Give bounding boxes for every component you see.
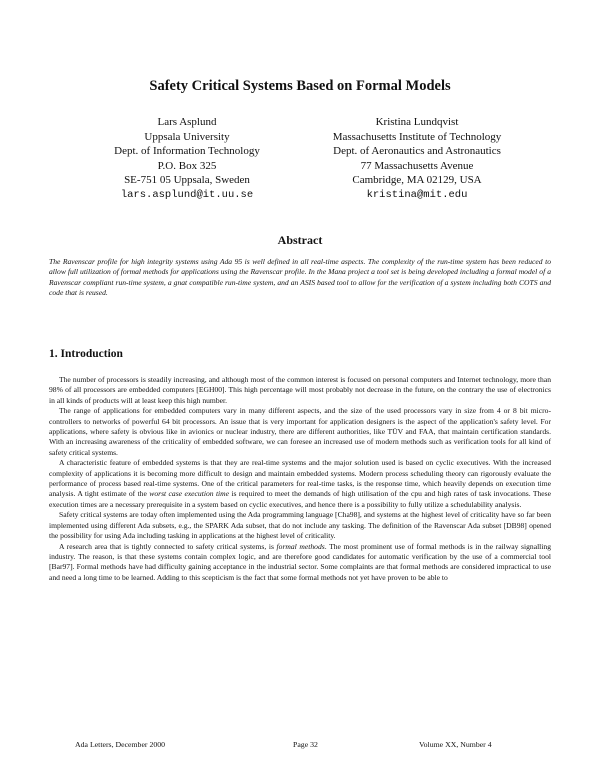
author-affiliation: Uppsala University [144,130,230,143]
section-heading-introduction: 1. Introduction [49,348,123,360]
author-department: Dept. of Information Technology [114,145,260,157]
author-name: Lars Asplund [157,116,217,128]
author-address-line-2: SE-751 05 Uppsala, Sweden [124,174,250,186]
footer-journal: Ada Letters, December 2000 [75,740,166,749]
introduction-body [49,375,551,583]
abstract-heading: Abstract [277,233,323,247]
paragraph: A research area that is tightly connected to safety critical systems, is formal methods. The most prominent use of formal methods is in the railway signalling industry. The reason, is that these systems contain complex logic, and are therefore good candidates for automatic verification by the use of a commercial tool [Bar97]. Formal methods have had difficulty gaining acceptance in the industrial sector. Some complaints are that formal methods are considered impractical to use and need a long time to be learned. Adding to this scepticism is the fact that some formal methods not yet have proven to be able to [49,541,551,582]
author-department: Dept. of Aeronautics and Astronautics [333,145,501,157]
paragraph: The range of applications for embedded computers vary in many different aspects, and the size of the used processors vary in size from 4 or 8 bit micro-controllers to networks of powerful 64 bit processors. An issue that is very important for application designers is the aspect of the application's safety level. For applications, where safety is obvious like in avionics or nuclear industry, there are different authorities, like TÜV and FAA, that maintain certification standards. With an increasing awareness of the criticality of embedded software, we can foresee an increased use of modern methods such as verification tools for all kind of safety critical systems. [49,406,551,457]
author-address-line-1: 77 Massachusetts Avenue [360,159,474,172]
author-email: kristina@mit.edu [366,188,468,201]
author-affiliation: Massachusetts Institute of Technology [332,130,502,143]
paragraph: A characteristic feature of embedded systems is that they are real-time systems and the major solution used is based on cyclic executives. With the increased complexity of applications it is becoming more difficult to design and maintain embedded systems. Modern process scheduling theory can rigorously evaluate the performance of process based real-time systems. One of the critical parameters for real-time tasks, is the response time, which heavily depends on execution time analysis. A tight estimate of the worst case execution time is required to meet the demands of high utilisation of the cpu and high rates of task invocations. These execution times are a necessary prerequisite in a system based on cyclic executives, and hence there is a possibility to fully utilize a schedulability analysis. [49,458,551,509]
paper-title: Safety Critical Systems Based on Formal Models [149,78,451,94]
footer-page-number: Page 32 [293,740,318,749]
author-block-2 [282,115,552,202]
author-name: Kristina Lundqvist [375,116,459,128]
paragraph: Safety critical systems are today often implemented using the Ada programming language [Cha98], and systems at the highest level of criticality have so far been implemented using different Ada subsets, e.g., the SPARK Ada subset, that do not include any tasking. The definition of the Ravenscar Ada subset [DB98] opened the possibility for using Ada including tasking in applications at the highest level of criticality. [49,510,551,541]
author-address-line-1: P.O. Box 325 [157,159,217,172]
author-email: lars.asplund@it.uu.se [120,188,254,201]
paragraph: The number of processors is steadily increasing, and although most of the common interest is focused on personal computers and Internet technology, more than 98% of all processors are embedded computers [EGH00]. This high percentage will most probably not decrease in the future, on the contrary the use of electronics in all kinds of products will at least keep this high number. [49,375,551,405]
abstract-text: The Ravenscar profile for high integrity systems using Ada 95 is well defined in all real-time aspects. The complexity of the run-time system has been reduced to allow full utilization of formal methods for applications using the Ravenscar profile. In the Mana project a tool set is being developed including a formal model of a Ravenscar compliant run-time system, a gnat compatible run-time system, and an ASIS based tool to allow for the verification of a system including both COTS and code that is reused. [49,257,551,298]
footer-volume: Volume XX, Number 4 [419,740,492,749]
author-address-line-2: Cambridge, MA 02129, USA [352,174,482,186]
